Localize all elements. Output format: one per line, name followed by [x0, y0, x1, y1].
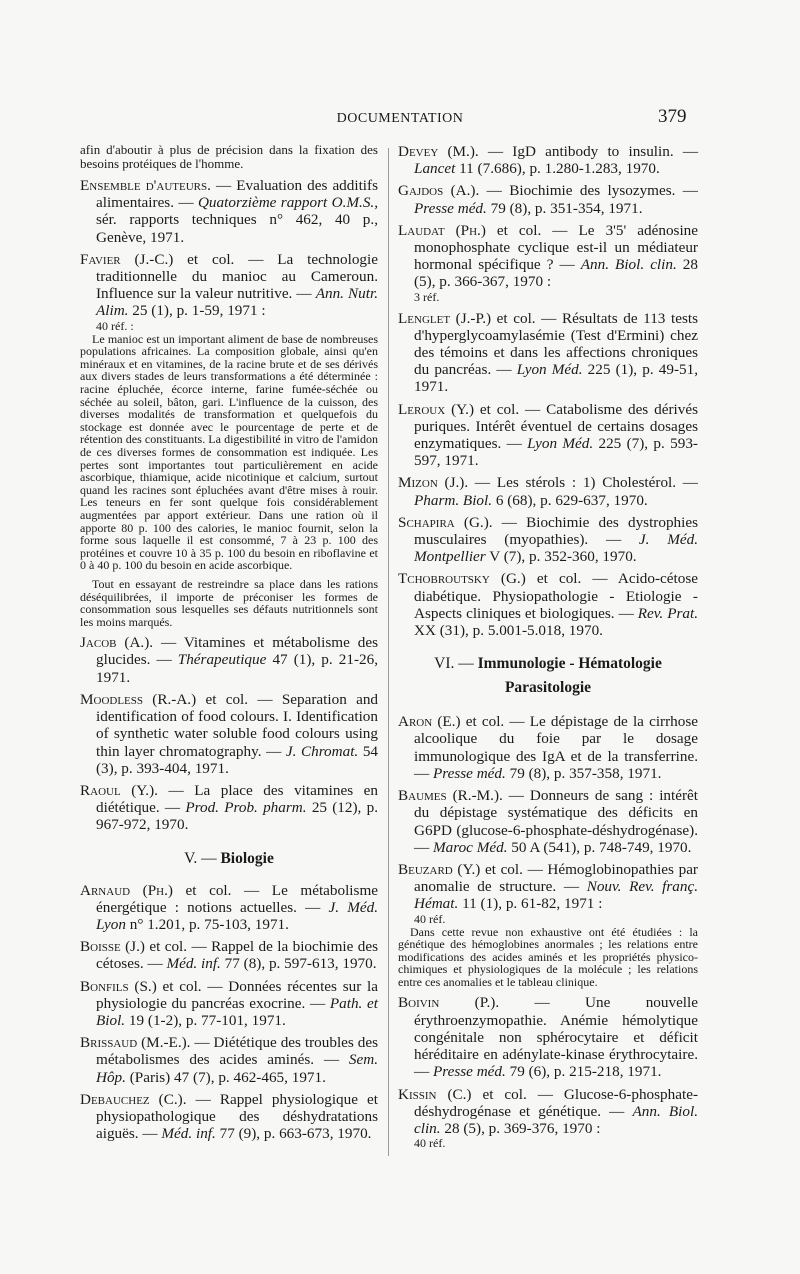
reference-count: 40 réf.: [414, 911, 446, 926]
entry-title: et col. — Hémoglobinopathies par anomalie de structure. —: [414, 860, 698, 896]
entry-author: Tchobroutsky (G.): [398, 570, 526, 588]
bibliography-entry: [398, 474, 698, 508]
bibliography-entry: [398, 401, 698, 470]
entry-journal: J. Méd. Lyon: [96, 898, 378, 933]
bibliography-entry: [398, 1086, 698, 1138]
bibliography-entry: [398, 514, 698, 566]
entry-citation: 11 (7.686), p. 1.280-1.283, 1970.: [455, 160, 660, 178]
entry-citation: 50 A (541), p. 748-749, 1970.: [507, 838, 692, 856]
entry-citation: 47 (1), p. 21-26, 1971.: [96, 651, 378, 686]
entry-journal: Ann. Biol. clin.: [414, 1102, 698, 1137]
entry-journal: Prod. Prob. pharm.: [185, 799, 307, 817]
entry-title: et col. — Catabolisme des dérivés puriques. Intérêt éventuel de certains dosages enzymatiques. —: [414, 400, 698, 453]
entry-author: Brissaud (M.-E.).: [80, 1034, 191, 1052]
entry-journal: Nouv. Rev. franç. Hémat.: [414, 878, 698, 913]
entry-title: et col. — Le métabolisme énergétique : notions actuelles. —: [96, 881, 378, 916]
bibliography-entry: [80, 691, 378, 777]
entry-journal: Lyon Méd.: [527, 435, 594, 453]
entry-author: Raoul (Y.).: [80, 781, 158, 799]
right-column: [398, 143, 698, 1150]
entry-citation: 54 (3), p. 393-404, 1971.: [96, 742, 379, 777]
entry-citation: 19 (1-2), p. 77-101, 1971.: [125, 1011, 286, 1029]
entry-title: et col. — Résultats de 113 tests d'hyperglycoamylasémie (Test d'Ermini) chez des témoins et dans les affections chroniques du pancréas. —: [414, 309, 698, 379]
entries-right-a: [398, 143, 698, 291]
entry-title: — Vitamines et métabolisme des glucides. —: [96, 634, 378, 669]
bibliography-entry: [80, 938, 378, 972]
section-title: Immunologie - Hématologie: [477, 655, 662, 673]
bibliography-entry: [398, 787, 698, 856]
entry-journal: Méd. inf.: [166, 955, 221, 973]
entry-journal: Rev. Prat.: [637, 604, 698, 622]
section-number: V. —: [184, 849, 221, 867]
entry-title: et col. — Rappel de la biochimie des cétoses. —: [96, 938, 379, 973]
entry-author: Aron (E.): [398, 713, 461, 731]
entry-citation: V (7), p. 352-360, 1970.: [485, 548, 637, 566]
entry-citation: 225 (7), p. 593-597, 1971.: [414, 435, 698, 470]
entries-left-c: [80, 882, 378, 1143]
bibliography-entry: [398, 222, 698, 291]
entry-author: Ensemble d'auteurs.: [80, 177, 211, 194]
entry-journal: Ann. Biol. clin.: [580, 256, 677, 274]
entry-citation: (Paris) 47 (7), p. 462-465, 1971.: [125, 1068, 326, 1086]
bibliography-entry: [398, 570, 698, 639]
reference-count: 40 réf.: [414, 1136, 446, 1151]
entries-right-b: [398, 310, 698, 640]
bibliography-entry: [80, 1034, 378, 1086]
entry-title: et col. — Acido-cétose diabétique. Physiopathologie - Etiologie - Aspects cliniques et biologiques. —: [414, 570, 698, 622]
entry-author: Lenglet (J.-P.): [398, 309, 492, 327]
left-column: [80, 143, 378, 1147]
entry-author: Boisse (J.): [80, 938, 145, 956]
bibliography-entry: [398, 994, 698, 1080]
entry-journal: Maroc Méd.: [432, 838, 508, 856]
bibliography-entry: [80, 251, 378, 320]
bibliography-entry: [398, 143, 698, 177]
entry-citation: 28 (5), p. 366-367, 1970 :: [414, 256, 698, 291]
entry-author: Boivin (P.).: [398, 994, 500, 1012]
entry-title: et col. — Le 3'5' adénosine monophosphate cyclique est-il un médiateur hormonal spécifique ? —: [414, 221, 698, 274]
bibliography-entry: [398, 713, 698, 782]
abstract-text: Dans cette revue non exhaustive ont été étudiées : la génétique des hémoglobines anormales ; les relations entre modifications des acides aminés et les propriétés physico-chimiques et physiologiques de la molécule ; les relations entre ces anomalies et le tableau clinique.: [398, 924, 698, 989]
entry-author: Arnaud (Ph.): [80, 881, 173, 899]
entry-title: — IgD antibody to insulin. —: [478, 143, 699, 160]
bibliography-entry: [398, 182, 698, 216]
entry-title: et col. — Le dépistage de la cirrhose alcoolique du foie par le dosage immunologique des IgA et de la transferrine. —: [414, 713, 698, 782]
entry-title: — Biochimie des lysozymes. —: [479, 182, 698, 200]
entry-title: et col. — Glucose-6-phosphate-déshydrogénase et génétique. —: [414, 1085, 699, 1120]
entry-author: Leroux (Y.): [398, 400, 474, 418]
entry-author: Baumes (R.-M.).: [398, 787, 503, 805]
entries-left-a: [80, 177, 378, 320]
entry-citation: 11 (1), p. 61-82, 1971 :: [458, 895, 603, 913]
entry-author: Favier (J.-C.): [80, 250, 174, 268]
column-divider: [388, 148, 389, 1156]
entry-author: Laudat (Ph.): [398, 221, 486, 239]
entry-author: Gajdos (A.).: [398, 182, 480, 200]
entry-author: Moodless (R.-A.): [80, 690, 197, 708]
entry-title: et col. — Données récentes sur la physiologie du pancréas exocrine. —: [96, 977, 378, 1012]
entry-journal: J. Chromat.: [285, 742, 359, 760]
entry-journal: Thérapeutique: [177, 651, 267, 669]
entry-citation: sér. rapports techniques n° 462, 40 p., Genève, 1971.: [96, 211, 378, 246]
section-heading-immunologie: [398, 655, 698, 673]
entry-author: Debauchez (C.).: [80, 1090, 187, 1108]
section-subtitle: Parasitologie: [504, 679, 592, 697]
bibliography-entry: [80, 634, 378, 686]
entry-journal: Quatorzième rapport O.M.S.,: [197, 194, 379, 212]
entry-citation: 25 (12), p. 967-972, 1970.: [96, 799, 378, 834]
entry-title: — Rappel physiologique et physiopathologique des déshydratations aiguës. —: [96, 1090, 378, 1143]
entry-title: — Evaluation des additifs alimentaires. —: [96, 177, 378, 212]
abstract-text-2: Tout en essayant de restreindre sa place dans les rations déséquilibrées, il importe de préconiser les formes de consommation sous lesquelles ses défauts nutritionnels sont les moins marqués.: [80, 576, 378, 629]
entry-citation: 6 (68), p. 629-637, 1970.: [492, 491, 648, 509]
entry-journal: Lyon Méd.: [516, 361, 583, 379]
bibliography-entry: [398, 310, 698, 396]
entry-journal: Presse méd.: [432, 1063, 506, 1081]
abstract-text: Le manioc est un important aliment de base de nombreuses populations africaines. La composition globale, ainsi qu'en minéraux et en vitamines, de la racine brute et de ses dérivés aux divers stades de leurs transformations a été déterminée : racine épluchée, écorce interne, farine fumée-séchée ou séchée au soleil, bâton, gari. L'influence de la cuisson, des diverses modalités de transformation et quelquefois du stockage est donnée avec le pourcentage de perte et de rétention des constituants. La digestibilité in vitro de l'amidon de ces diverses formes de consommation est indiquée. Les pertes sont importantes tout particulièrement en acide ascorbique, thiamique, acide nicotinique et calcium, surtout quand les racines sont épluchées avant d'être mises à rouir. Les teneurs en fer sont quelque fois considérablement augmentées par apport extérieur. Dans une ration où il apporte 80 p. 100 des calories, le manioc fournit, selon la forme sous laquelle il est consommé, 7 à 23 p. 100 des protéines et couvre 10 à 35 p. 100 du besoin en riboflavine et 0 à 40 p. 100 du besoin en acide ascorbique.: [80, 331, 378, 573]
entries-right-c: [398, 713, 698, 912]
entry-citation: 79 (6), p. 215-218, 1971.: [505, 1063, 662, 1081]
entry-citation: 77 (9), p. 663-673, 1970.: [215, 1125, 372, 1143]
bibliography-entry: [398, 861, 698, 913]
section-title: Biologie: [220, 849, 274, 867]
entry-journal: Méd. inf.: [161, 1125, 216, 1143]
entry-citation: n° 1.201, p. 75-103, 1971.: [125, 915, 289, 933]
entry-title: — Biochimie des dystrophies musculaires (myopathies). —: [414, 513, 698, 549]
bibliography-entry: [80, 782, 378, 834]
bibliography-entry: [80, 882, 378, 934]
entry-citation: 79 (8), p. 357-358, 1971.: [505, 764, 662, 782]
continued-text: afin d'aboutir à plus de précision dans la fixation des besoins protéiques de l'homme.: [80, 142, 378, 171]
entry-title: — Une nouvelle érythroenzymopathie. Anémie hémolytique congénitale non sphérocytaire et déficit héréditaire en adénylate-kinase érythrocytaire. —: [414, 994, 698, 1081]
entry-citation: XX (31), p. 5.001-5.018, 1970.: [414, 622, 603, 640]
entry-citation: 25 (1), p. 1-59, 1971 :: [128, 302, 266, 320]
section-heading-biologie: [80, 850, 378, 868]
reference-count: 40 réf. :: [96, 318, 134, 333]
entry-citation: 77 (8), p. 597-613, 1970.: [220, 955, 377, 973]
entry-author: Mizon (J.).: [398, 474, 469, 492]
entry-author: Beuzard (Y.): [398, 860, 481, 878]
entry-journal: Path. et Biol.: [96, 994, 378, 1029]
entry-citation: 79 (8), p. 351-354, 1971.: [486, 199, 643, 217]
entry-title: — Les stérols : 1) Cholestérol. —: [468, 474, 698, 492]
entry-citation: 225 (1), p. 49-51, 1971.: [414, 361, 698, 396]
section-number: VI. —: [434, 655, 478, 673]
entry-title: — La place des vitamines en diététique. —: [96, 781, 378, 817]
bibliography-entry: [80, 1091, 378, 1143]
entry-title: — Diététique des troubles des métabolismes des acides aminés. —: [96, 1034, 378, 1069]
entries-right-d: [398, 994, 698, 1137]
entry-journal: Lancet: [414, 160, 456, 178]
entry-journal: Presse méd.: [414, 199, 487, 217]
entry-author: Kissin (C.): [398, 1085, 472, 1103]
entry-journal: Ann. Nutr. Alim.: [96, 285, 379, 320]
entry-author: Jacob (A.).: [80, 634, 154, 652]
entry-citation: 28 (5), p. 369-376, 1970 :: [440, 1119, 601, 1137]
page-number: 379: [658, 106, 687, 127]
entry-journal: Pharm. Biol.: [414, 491, 493, 509]
entry-title: et col. — La technologie traditionnelle du manioc au Cameroun. Influence sur la valeur nutritive. —: [96, 250, 378, 303]
entry-title: — Donneurs de sang : intérêt du dépistage systématique des déficits en G6PD (glucose-6-phosphate-déshydrogénase). —: [414, 787, 698, 856]
entry-journal: J. Méd. Montpellier: [414, 531, 698, 566]
running-header: DOCUMENTATION: [336, 111, 464, 126]
entry-author: Schapira (G.).: [398, 513, 493, 531]
reference-count: 3 réf.: [414, 289, 440, 304]
entry-title: et col. — Separation and identification of food colours. I. Identification of synthetic water soluble food colours using thin layer chromatography. —: [96, 690, 379, 760]
bibliography-entry: [80, 177, 378, 246]
entry-author: Bonfils (S.): [80, 977, 157, 995]
entries-left-b: [80, 634, 378, 833]
entry-journal: Sem. Hôp.: [96, 1051, 378, 1086]
bibliography-entry: [80, 978, 378, 1030]
entry-author: Devey (M.).: [398, 143, 479, 160]
entry-journal: Presse méd.: [432, 764, 506, 782]
